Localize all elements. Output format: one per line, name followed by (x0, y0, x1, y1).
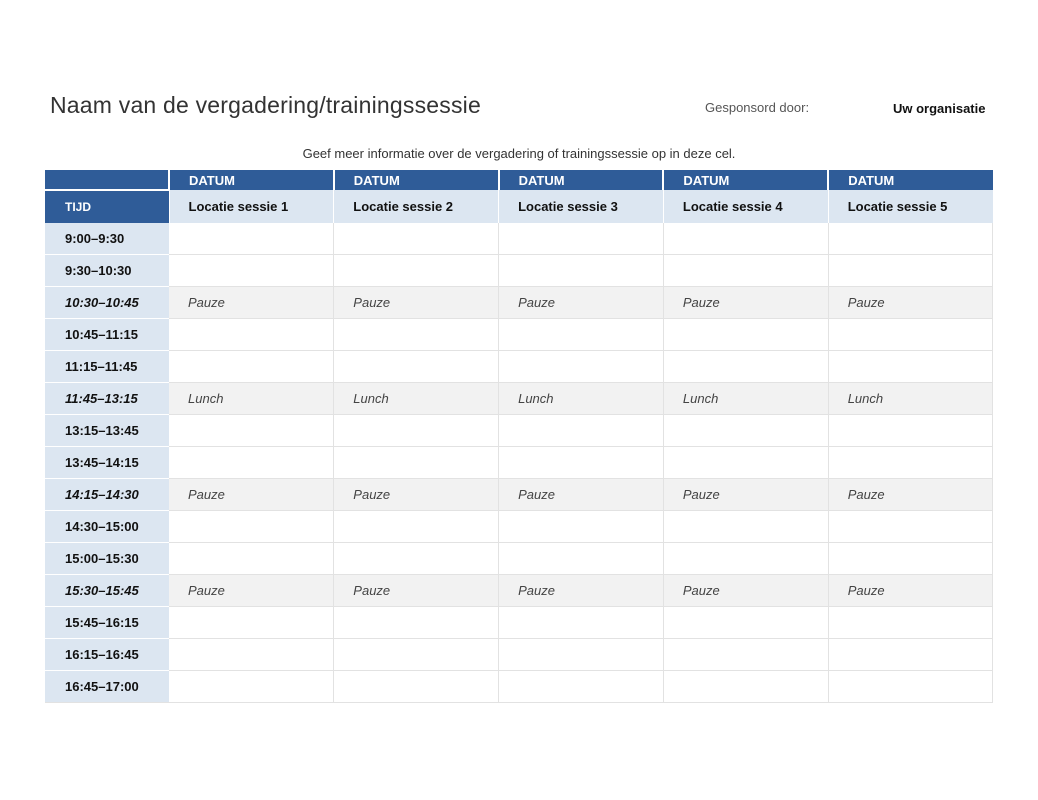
session-cell[interactable]: Pauze (828, 575, 993, 607)
table-row (45, 415, 993, 447)
header-corner (45, 170, 169, 190)
date-header-2[interactable]: DATUM (334, 170, 499, 190)
session-cell[interactable] (499, 671, 664, 703)
session-cell[interactable] (828, 511, 993, 543)
session-cell[interactable] (169, 255, 334, 287)
time-cell[interactable]: 14:15–14:30 (45, 479, 169, 511)
date-header-3[interactable]: DATUM (499, 170, 664, 190)
session-cell[interactable] (169, 223, 334, 255)
session-cell[interactable] (334, 543, 499, 575)
session-cell[interactable]: Pauze (169, 479, 334, 511)
session-cell[interactable] (169, 639, 334, 671)
session-cell[interactable] (828, 671, 993, 703)
session-cell[interactable] (499, 351, 664, 383)
table-row (45, 319, 993, 351)
session-cell[interactable]: Lunch (169, 383, 334, 415)
sponsor-value[interactable]: Uw organisatie (893, 101, 986, 116)
session-cell[interactable] (828, 415, 993, 447)
session-cell[interactable] (334, 607, 499, 639)
session-cell[interactable] (499, 415, 664, 447)
info-text[interactable]: Geef meer informatie over de vergadering of trainingssessie op in deze cel. (302, 146, 736, 161)
session-cell[interactable] (663, 447, 828, 479)
session-cell[interactable]: Lunch (334, 383, 499, 415)
time-cell[interactable]: 11:45–13:15 (45, 383, 169, 415)
session-cell[interactable] (663, 511, 828, 543)
date-header-4[interactable]: DATUM (663, 170, 828, 190)
table-row (45, 543, 993, 575)
time-cell[interactable]: 16:45–17:00 (45, 671, 169, 703)
session-cell[interactable] (334, 255, 499, 287)
session-cell[interactable] (663, 223, 828, 255)
table-row (45, 511, 993, 543)
session-cell[interactable] (828, 639, 993, 671)
table-row (45, 575, 993, 607)
session-cell[interactable] (828, 607, 993, 639)
session-cell[interactable]: Lunch (828, 383, 993, 415)
session-cell[interactable]: Pauze (828, 287, 993, 319)
session-cell[interactable]: Pauze (828, 479, 993, 511)
session-cell[interactable]: Pauze (334, 575, 499, 607)
table-row (45, 255, 993, 287)
table-row (45, 287, 993, 319)
sponsor-label: Gesponsord door: (705, 100, 810, 115)
session-cell[interactable] (499, 607, 664, 639)
session-cell[interactable]: Pauze (499, 575, 664, 607)
session-cell[interactable] (663, 415, 828, 447)
session-cell[interactable] (169, 543, 334, 575)
session-cell[interactable] (828, 447, 993, 479)
session-cell[interactable] (334, 223, 499, 255)
table-row (45, 223, 993, 255)
location-header-1[interactable]: Locatie sessie 1 (169, 190, 334, 223)
session-cell[interactable] (499, 639, 664, 671)
time-cell[interactable]: 15:45–16:15 (45, 607, 169, 639)
date-header-5[interactable]: DATUM (828, 170, 993, 190)
time-cell[interactable]: 11:15–11:45 (45, 351, 169, 383)
session-cell[interactable]: Pauze (663, 575, 828, 607)
session-cell[interactable] (499, 319, 664, 351)
session-cell[interactable] (663, 255, 828, 287)
session-cell[interactable] (499, 447, 664, 479)
session-cell[interactable] (334, 639, 499, 671)
table-row (45, 479, 993, 511)
session-cell[interactable] (499, 255, 664, 287)
table-row (45, 671, 993, 703)
schedule-table (45, 170, 993, 703)
session-cell[interactable]: Pauze (663, 479, 828, 511)
location-header-row (45, 190, 993, 223)
time-cell[interactable]: 9:30–10:30 (45, 255, 169, 287)
location-header-3[interactable]: Locatie sessie 3 (499, 190, 664, 223)
session-cell[interactable] (169, 447, 334, 479)
session-cell[interactable] (663, 543, 828, 575)
session-cell[interactable]: Lunch (499, 383, 664, 415)
session-cell[interactable] (499, 511, 664, 543)
time-cell[interactable]: 15:00–15:30 (45, 543, 169, 575)
time-cell[interactable]: 14:30–15:00 (45, 511, 169, 543)
session-cell[interactable] (828, 351, 993, 383)
session-cell[interactable] (663, 351, 828, 383)
time-cell[interactable]: 10:45–11:15 (45, 319, 169, 351)
session-cell[interactable]: Pauze (663, 287, 828, 319)
session-cell[interactable] (334, 415, 499, 447)
time-cell[interactable]: 10:30–10:45 (45, 287, 169, 319)
session-cell[interactable] (169, 415, 334, 447)
time-cell[interactable]: 15:30–15:45 (45, 575, 169, 607)
table-row (45, 639, 993, 671)
location-header-2[interactable]: Locatie sessie 2 (334, 190, 499, 223)
session-cell[interactable] (169, 351, 334, 383)
session-cell[interactable] (169, 511, 334, 543)
session-cell[interactable] (663, 319, 828, 351)
location-header-5[interactable]: Locatie sessie 5 (828, 190, 993, 223)
time-cell[interactable]: 9:00–9:30 (45, 223, 169, 255)
time-cell[interactable]: 16:15–16:45 (45, 639, 169, 671)
session-cell[interactable] (828, 255, 993, 287)
session-cell[interactable] (169, 607, 334, 639)
page-title: Naam van de vergadering/trainingssessie (50, 92, 481, 118)
session-cell[interactable] (663, 639, 828, 671)
session-cell[interactable] (499, 543, 664, 575)
time-column-header: TIJD (45, 190, 169, 223)
session-cell[interactable] (828, 543, 993, 575)
session-cell[interactable]: Pauze (499, 287, 664, 319)
session-cell[interactable]: Lunch (663, 383, 828, 415)
table-row (45, 383, 993, 415)
date-header-1[interactable]: DATUM (169, 170, 334, 190)
time-cell[interactable]: 13:15–13:45 (45, 415, 169, 447)
session-cell[interactable] (334, 319, 499, 351)
location-header-4[interactable]: Locatie sessie 4 (663, 190, 828, 223)
session-cell[interactable]: Pauze (169, 287, 334, 319)
session-cell[interactable]: Pauze (499, 479, 664, 511)
table-row (45, 607, 993, 639)
session-cell[interactable] (334, 351, 499, 383)
session-cell[interactable]: Pauze (169, 575, 334, 607)
session-cell[interactable]: Pauze (334, 287, 499, 319)
session-cell[interactable] (334, 511, 499, 543)
session-cell[interactable] (663, 607, 828, 639)
session-cell[interactable] (663, 671, 828, 703)
session-cell[interactable] (828, 319, 993, 351)
session-cell[interactable] (499, 223, 664, 255)
table-row (45, 351, 993, 383)
session-cell[interactable] (334, 671, 499, 703)
session-cell[interactable] (169, 319, 334, 351)
session-cell[interactable] (828, 223, 993, 255)
time-cell[interactable]: 13:45–14:15 (45, 447, 169, 479)
schedule-body (45, 223, 993, 703)
session-cell[interactable] (169, 671, 334, 703)
session-cell[interactable]: Pauze (334, 479, 499, 511)
session-cell[interactable] (334, 447, 499, 479)
table-row (45, 447, 993, 479)
date-header-row (45, 170, 993, 190)
